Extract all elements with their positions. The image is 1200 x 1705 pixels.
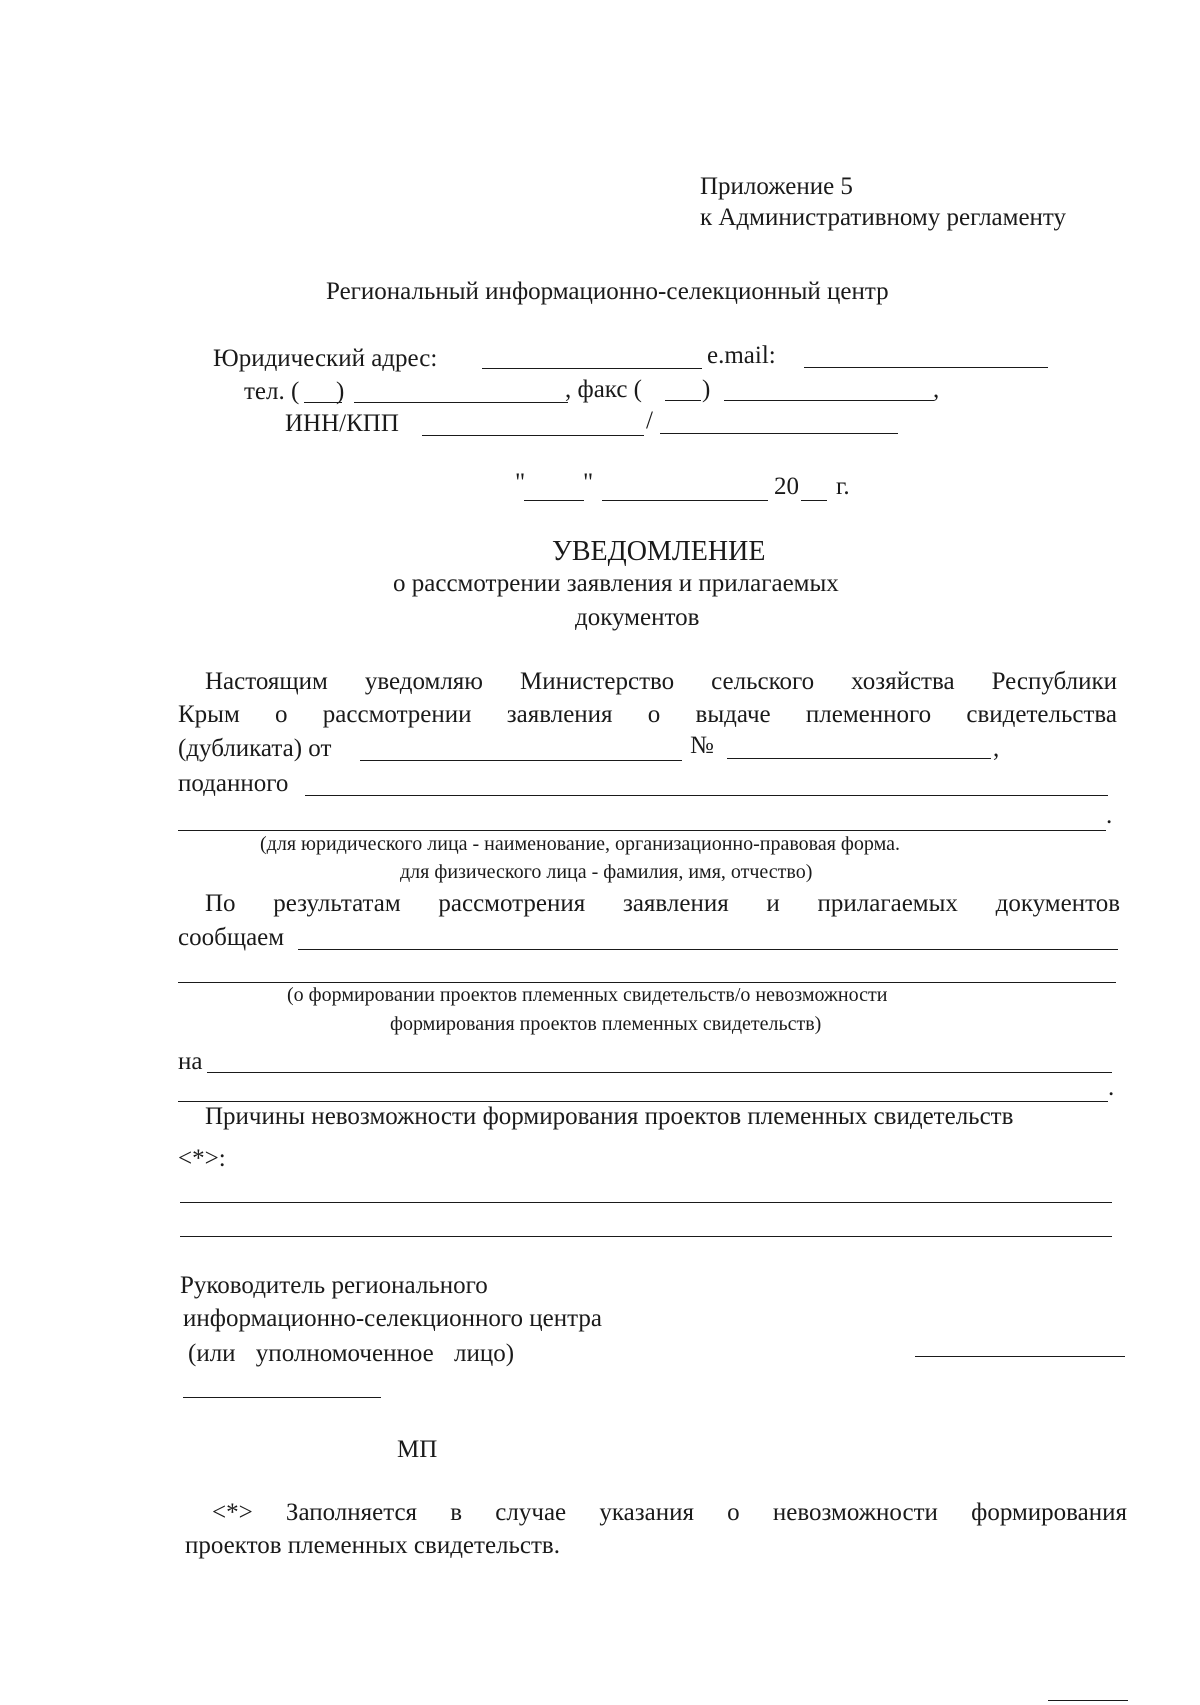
fax-close: ) xyxy=(702,376,711,403)
signature-name-field[interactable] xyxy=(183,1397,381,1398)
legal-address-label: Юридический адрес: xyxy=(213,345,438,372)
page-edge-mark xyxy=(1048,1700,1128,1701)
p1-line-1: Настоящим уведомляю Министерство сельского хозяйства Республики xyxy=(205,668,1117,695)
result-field-1[interactable] xyxy=(298,949,1118,950)
email-label: e.mail: xyxy=(707,342,776,369)
stamp-label: МП xyxy=(397,1436,438,1463)
document-title: УВЕДОМЛЕНИЕ xyxy=(552,536,766,567)
inn-kpp-label: ИНН/КПП xyxy=(285,410,399,437)
document-subtitle-1: о рассмотрении заявления и прилагаемых xyxy=(393,570,839,597)
on-field-1[interactable] xyxy=(207,1072,1112,1073)
p2-line-1: По результатам рассмотрения заявления и прилагаемых документов xyxy=(205,890,1120,917)
date-year-field[interactable] xyxy=(801,500,827,501)
date-year-prefix: 20 xyxy=(774,473,799,500)
signature-line-3: (или уполномоченное лицо) xyxy=(188,1340,515,1367)
applicant-field-2[interactable] xyxy=(178,830,1106,831)
date-quote-close: " xyxy=(583,469,594,496)
date-year-suffix: г. xyxy=(836,473,850,500)
appendix-line-1: Приложение 5 xyxy=(700,173,853,200)
p1-submitted: поданного xyxy=(178,770,289,797)
signature-field[interactable] xyxy=(915,1356,1125,1357)
fax-code-field[interactable] xyxy=(665,400,701,401)
p1-line-2: Крым о рассмотрении заявления о выдаче племенного свидетельства xyxy=(178,701,1117,728)
appendix-line-2: к Административному регламенту xyxy=(700,204,1067,231)
p2-line-2: сообщаем xyxy=(178,924,285,951)
application-date-field[interactable] xyxy=(360,760,682,761)
p1-comma: , xyxy=(993,735,1000,762)
hint-result-1: (о формировании проектов племенных свидетельств/о невозможности xyxy=(287,984,888,1006)
phone-close: ) xyxy=(336,378,345,405)
document-subtitle-2: документов xyxy=(575,604,700,631)
org-name: Региональный информационно-селекционный центр xyxy=(326,278,889,305)
application-number-field[interactable] xyxy=(727,758,991,759)
inn-field[interactable] xyxy=(422,435,644,436)
phone-field[interactable] xyxy=(354,402,568,403)
reasons-field-2[interactable] xyxy=(180,1236,1112,1237)
signature-line-2: информационно-селекционного центра xyxy=(183,1305,602,1332)
reasons-field-1[interactable] xyxy=(180,1202,1112,1203)
legal-address-field[interactable] xyxy=(482,368,702,369)
reasons-line-1: Причины невозможности формирования проектов племенных свидетельств xyxy=(205,1103,1014,1130)
hint-applicant-2: для физического лица - фамилия, имя, отчество) xyxy=(400,861,813,883)
date-day-field[interactable] xyxy=(524,500,584,501)
signature-line-1: Руководитель регионального xyxy=(180,1272,488,1299)
phone-label: тел. ( xyxy=(244,378,300,405)
applicant-field-1[interactable] xyxy=(305,795,1108,796)
p1-line-3-prefix: (дубликата) от xyxy=(178,735,332,762)
on-label: на xyxy=(178,1048,203,1075)
kpp-field[interactable] xyxy=(660,433,898,434)
reasons-line-2: <*>: xyxy=(178,1145,226,1172)
fax-comma: , xyxy=(933,376,940,403)
footnote-line-1: <*> Заполняется в случае указания о невозможности формирования xyxy=(212,1499,1127,1526)
footnote-line-2: проектов племенных свидетельств. xyxy=(185,1532,560,1559)
date-month-field[interactable] xyxy=(602,500,768,501)
applicant-dot: . xyxy=(1106,802,1113,829)
hint-result-2: формирования проектов племенных свидетельств) xyxy=(390,1013,822,1035)
p1-number-sign: № xyxy=(690,732,714,759)
fax-field[interactable] xyxy=(724,400,934,401)
on-dot: . xyxy=(1108,1074,1115,1101)
fax-label: , факс ( xyxy=(565,376,642,403)
email-field[interactable] xyxy=(804,367,1048,368)
inn-kpp-slash: / xyxy=(646,407,653,434)
hint-applicant-1: (для юридического лица - наименование, организационно-правовая форма. xyxy=(260,833,900,855)
date-quote-open: " xyxy=(515,469,526,496)
